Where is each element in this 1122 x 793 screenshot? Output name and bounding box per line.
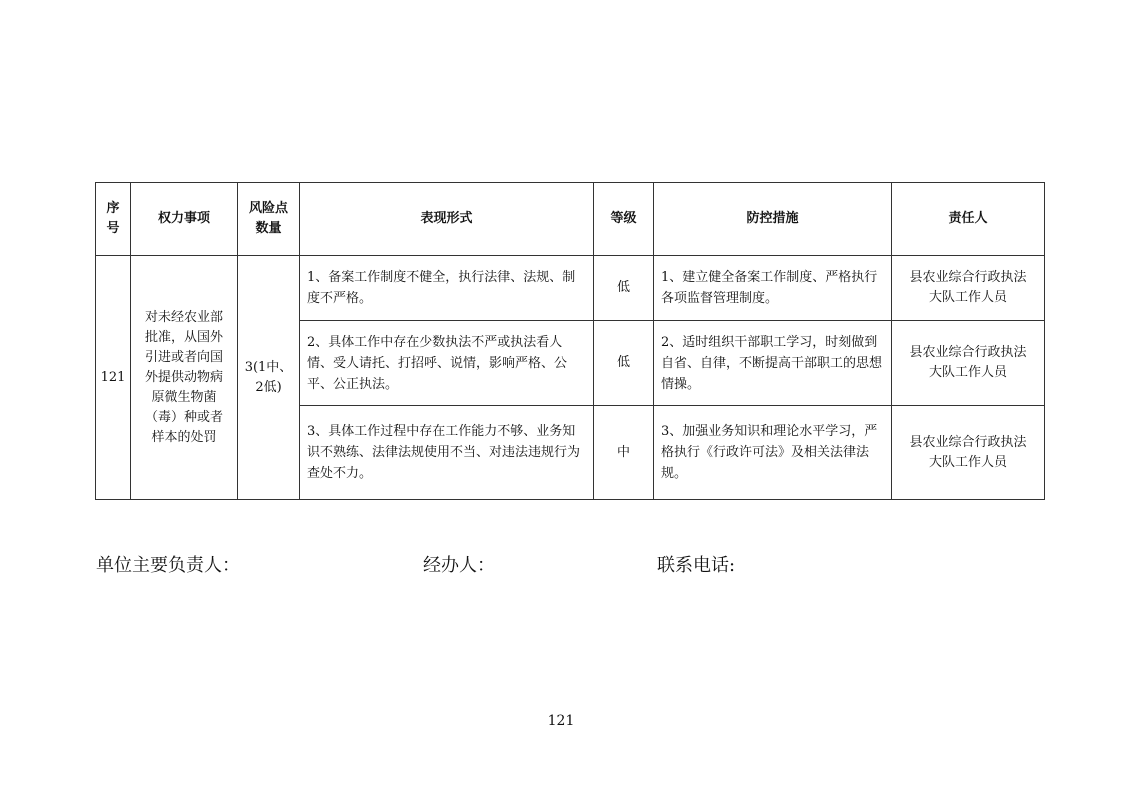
header-power-item: 权力事项 <box>131 183 238 256</box>
header-seq: 序号 <box>96 183 131 256</box>
unit-head-label: 单位主要负责人： <box>96 555 240 576</box>
responsible-cell: 县农业综合行政执法大队工作人员 <box>892 321 1045 406</box>
phone-label: 联系电话: <box>657 555 736 576</box>
header-manifestation: 表现形式 <box>300 183 594 256</box>
table-row <box>96 256 1045 321</box>
responsible-cell: 县农业综合行政执法大队工作人员 <box>892 256 1045 321</box>
measures-cell: 1、建立健全备案工作制度、严格执行各项监督管理制度。 <box>654 256 892 321</box>
header-grade: 等级 <box>594 183 654 256</box>
page-number: 121 <box>547 713 575 729</box>
grade-cell: 中 <box>594 406 654 500</box>
grade-cell: 低 <box>594 256 654 321</box>
seq-cell: 121 <box>96 256 131 500</box>
header-measures: 防控措施 <box>654 183 892 256</box>
manifestation-cell: 2、具体工作中存在少数执法不严或执法看人情、受人请托、打招呼、说情，影响严格、公平、公正执法。 <box>300 321 594 406</box>
manifestation-cell: 3、具体工作过程中存在工作能力不够、业务知识不熟练、法律法规使用不当、对违法违规行为查处不力。 <box>300 406 594 500</box>
handler-label: 经办人： <box>423 555 495 576</box>
header-responsible: 责任人 <box>892 183 1045 256</box>
power-item-cell: 对未经农业部批准，从国外引进或者向国外提供动物病原微生物菌（毒）种或者样本的处罚 <box>131 256 238 500</box>
manifestation-cell: 1、备案工作制度不健全，执行法律、法规、制度不严格。 <box>300 256 594 321</box>
table-header-row <box>96 183 1045 256</box>
risk-table <box>95 182 1045 500</box>
grade-cell: 低 <box>594 321 654 406</box>
measures-cell: 2、适时组织干部职工学习，时刻做到自省、自律，不断提高干部职工的思想情操。 <box>654 321 892 406</box>
risk-count-cell: 3(1中、2低) <box>238 256 300 500</box>
header-risk-count: 风险点数量 <box>238 183 300 256</box>
measures-cell: 3、加强业务知识和理论水平学习，严格执行《行政许可法》及相关法律法规。 <box>654 406 892 500</box>
responsible-cell: 县农业综合行政执法大队工作人员 <box>892 406 1045 500</box>
